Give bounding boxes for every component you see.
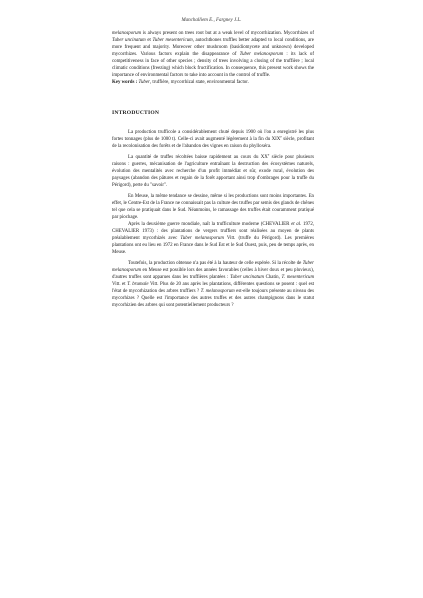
keywords-label: Key words : bbox=[112, 80, 138, 85]
intro-segment: Tuber melanosporum bbox=[112, 261, 314, 273]
abstract-segment: Tuber uncinatum bbox=[112, 38, 146, 43]
intro-segment: siècle pour plusieurs raisons : guerres, mécanisation de l'agriculture entraînant la destruction des écosystèmes naturels, évolution des mentalités avec recherche d'un profit immédiat et sûr, exode rural, évolution des paysages (abandon des pâtures et regain de la forêt apportant ainsi trop d'ombrages pour la truffe du Périgord), perte du "savoir". bbox=[112, 155, 314, 188]
intro-segment: Tuber uncinatum bbox=[230, 275, 264, 280]
abstract-paragraph bbox=[112, 30, 314, 79]
section-title-introduction: INTRODUCTION bbox=[112, 110, 160, 116]
intro-segment: T. melanosporum bbox=[200, 289, 235, 294]
abstract-segment: et bbox=[145, 38, 153, 43]
abstract-segment: : its lack of competitiveness in face of other species ; density of trees involving a closing of the truffière ; local climatic conditions (freezing) which block fructification. In consequence, this present work shows the importance of environmental factors to take into account in the control of truffle. bbox=[112, 52, 314, 78]
keywords-line bbox=[112, 79, 314, 86]
intro-paragraph-5 bbox=[112, 260, 314, 309]
intro-segment: est-elle toujours présente au niveau des mycorhizes ? Quelle est l'importance des autres truffes et des autres champignons dans le statut mycorhizien des arbres qui sont potentiellement producteurs ? bbox=[112, 289, 315, 308]
keywords-segment: , truffière, mycorrhizal state, environmental factor. bbox=[149, 80, 249, 85]
intro-segment: Vitt. (truffe du Périgord). Les premières plantations ont eu lieu en 1972 en France dans le Sud Est et le Sud Ouest, puis, peu de temps après, en Meuse. bbox=[112, 236, 314, 255]
intro-paragraph-3 bbox=[112, 193, 314, 221]
intro-segment: 1972, CHEVALIER 1973) : des plantations de vergers truffiers sont réalisées au moyen de plants préalablement mycorhizés avec bbox=[112, 222, 315, 241]
running-head: Manchalliem E., Fargney J.L. bbox=[181, 18, 242, 23]
intro-segment: Vitt. et bbox=[112, 282, 128, 287]
intro-paragraph-1 bbox=[112, 129, 314, 150]
keywords-text bbox=[137, 80, 249, 85]
abstract-segment: melanosporum bbox=[112, 31, 142, 36]
intro-segment: T. brumale bbox=[127, 282, 149, 287]
document-body bbox=[112, 30, 314, 309]
intro-paragraph-4 bbox=[112, 221, 314, 256]
intro-segment: Vitt. Plus de 20 ans après les plantations, différentes questions se posent : quel est l'état de mycorhization des arbres truffiers ? bbox=[112, 282, 314, 294]
intro-paragraph-2 bbox=[112, 154, 314, 189]
keywords-segment: Tuber bbox=[138, 80, 150, 85]
intro-segment: Chatin, bbox=[263, 275, 282, 280]
intro-segment: et al. bbox=[291, 222, 302, 227]
abstract-segment: is always present on trees root but at a weak level of mycorrhization. Mycorrhizes of bbox=[141, 31, 314, 36]
intro-segment: e bbox=[267, 152, 270, 157]
abstract-segment: Tuber mesentericum bbox=[152, 38, 193, 43]
intro-segment: La quantité de truffes récoltées baisse rapidement au cours du XX bbox=[128, 155, 268, 160]
intro-segment: Tuber melanosporum bbox=[180, 236, 224, 241]
intro-segment: La production trufficole a considérablement chuté depuis 1900 où l'on a enregistré les plus fortes tonnages (plus de 1000 t). Celle-ci avait augmenté légèrement à la fin du XIX bbox=[112, 130, 314, 142]
intro-segment: Toutefois, la production obtenue n'a pas été à la hauteur de celle espérée. Si la récolte de bbox=[128, 261, 303, 266]
intro-segment: Après la deuxième guerre mondiale, naît la trufficulture moderne (CHEVALIER bbox=[128, 222, 292, 227]
intro-segment: siècle, profitant de la recolonisation des forêts et de l'abandon des vignes en raison du phylloxéra. bbox=[112, 137, 314, 149]
intro-segment: e bbox=[280, 134, 282, 139]
intro-segment: En Meuse, la même tendance se dessine, même si les productions sont moins importantes. En effet, le Centre-Est de la France ne connaissait pas la culture des truffes par semis des glands de chênes tel que cela se pratiquait dans le Sud. Néanmoins, le ramassage des truffes était couramment pratiqué par piochage. bbox=[112, 194, 314, 220]
abstract-segment: Tuber melanosporum bbox=[239, 52, 284, 57]
intro-segment: T. mesentericum bbox=[281, 275, 314, 280]
abstract-segment: , autochthones truffles better adapted to local conditions, are more frequent and majority. Moreover other mushroom (basidiomycete and unknown) developed mycorrhizes. Various factors explain the disappearance of bbox=[112, 38, 314, 57]
intro-segment: en Meuse est possible lors des années favorables (celles à hiver doux et peu pluvieux), d'autres truffes sont apparues dans les truffières plantées : bbox=[112, 268, 314, 280]
